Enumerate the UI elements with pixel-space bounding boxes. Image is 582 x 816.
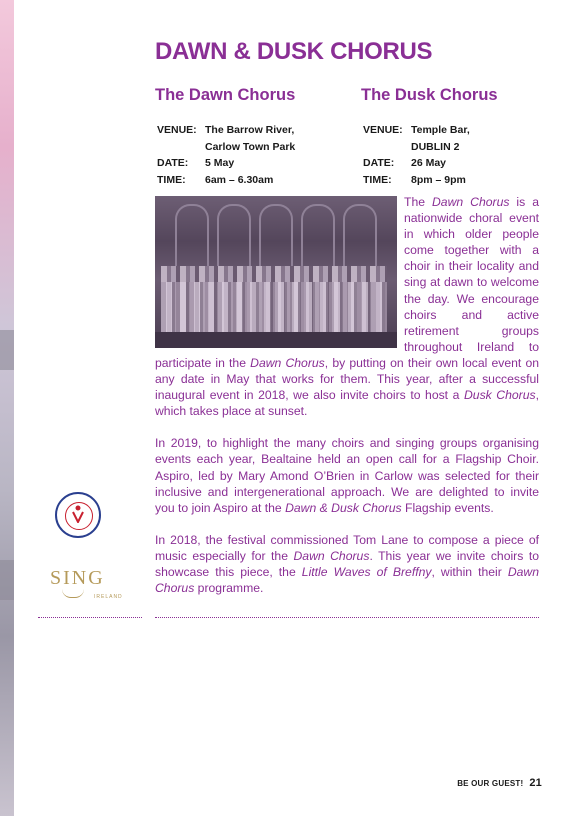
divider xyxy=(155,617,539,618)
left-photo-strip xyxy=(0,0,14,816)
dawn-date: 5 May xyxy=(205,157,235,169)
venue-label: VENUE: xyxy=(363,124,403,136)
time-label: TIME: xyxy=(157,173,186,186)
venue-label: VENUE: xyxy=(157,124,197,136)
strip-band xyxy=(0,330,14,370)
dusk-time: 8pm – 9pm xyxy=(411,173,466,186)
date-label: DATE: xyxy=(363,157,395,169)
footer-label: BE OUR GUEST! xyxy=(457,779,524,788)
paragraph-dawn-chorus: The Dawn Chorus is a nationwide choral event in which older people come together with a choir in their locality and sing at dawn to welcome the day. We encourage choirs and active retirement groups throughout Ireland to participate in the Dawn Chorus, by putting on their own local event on any date in May that works for them. This year, after a successful inaugural event in 2018, we also invite choirs to host a Dusk Chorus, which takes place at sunset. xyxy=(155,195,539,419)
time-label: TIME: xyxy=(363,173,392,186)
page-number: 21 xyxy=(529,777,542,789)
dawn-heading: The Dawn Chorus xyxy=(155,86,296,104)
page-title: DAWN & DUSK CHORUS xyxy=(155,38,433,65)
page-footer xyxy=(457,777,542,789)
dawn-info xyxy=(157,122,295,188)
dawn-venue-line1: The Barrow River, xyxy=(205,124,295,136)
dawn-time: 6am – 6.30am xyxy=(205,173,274,186)
date-label: DATE: xyxy=(157,157,189,169)
dusk-venue-line2: DUBLIN 2 xyxy=(411,140,460,153)
body-text xyxy=(155,194,539,612)
person-icon xyxy=(72,505,84,523)
dusk-date: 26 May xyxy=(411,157,447,169)
strip-band xyxy=(0,560,14,600)
dusk-info xyxy=(363,122,470,188)
sing-logo-sub: IRELAND xyxy=(94,594,123,600)
divider-left xyxy=(38,617,142,618)
paragraph-flagship-choir: In 2019, to highlight the many choirs and singing groups organising events each year, Bealtaine held an open call for a Flagship Choir. Aspiro, led by Mary Amond O’Brien in Carlow was selected for their inclusive and intergenerational approach. We are delighted to invite you to join Aspiro at the Dawn & Dusk Chorus Flagship events. xyxy=(155,436,539,515)
dusk-venue-line1: Temple Bar, xyxy=(411,124,470,136)
dawn-venue-line2: Carlow Town Park xyxy=(205,140,296,153)
dusk-heading: The Dusk Chorus xyxy=(361,86,498,104)
age-friendly-logo xyxy=(55,492,101,538)
sing-ireland-logo xyxy=(50,567,123,600)
paragraph-commission: In 2018, the festival commissioned Tom Lane to compose a piece of music especially for the Dawn Chorus. This year we invite choirs to showcase this piece, the Little Waves of Breffny, within their Dawn Chorus programme. xyxy=(155,532,540,596)
sing-logo-word: SING xyxy=(50,567,105,589)
